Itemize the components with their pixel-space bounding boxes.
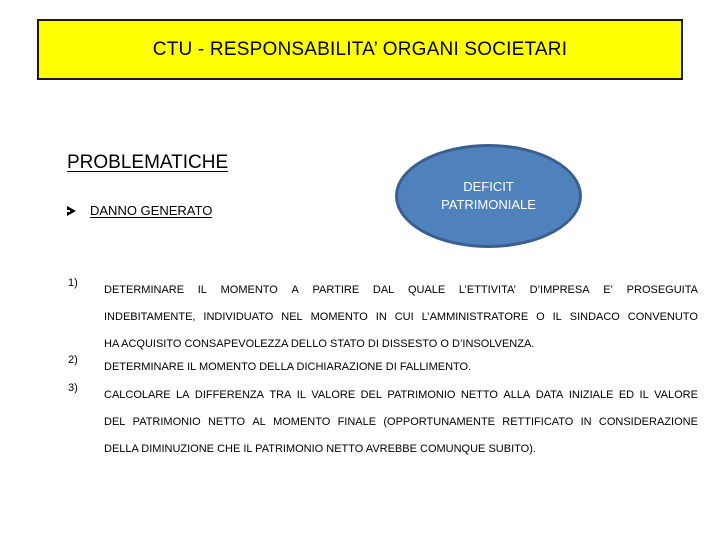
bullet-label: DANNO GENERATO xyxy=(90,203,213,218)
word: AL xyxy=(252,416,266,428)
word: CUI xyxy=(394,311,414,323)
list-line: DETERMINARE IL MOMENTO DELLA DICHIARAZIONE DI FALLIMENTO. xyxy=(104,361,472,373)
word: E’ xyxy=(603,284,613,296)
word: MOMENTO xyxy=(310,311,368,323)
word: INDIVIDUATO xyxy=(203,311,274,323)
word: IN xyxy=(375,311,387,323)
word: ALLA xyxy=(503,389,531,401)
word: RETTIFICATO xyxy=(502,416,574,428)
word: DEL xyxy=(104,416,126,428)
word: CONVENUTO xyxy=(627,311,698,323)
word: SINDACO xyxy=(569,311,620,323)
list-number: 3) xyxy=(68,382,78,394)
ellipse-text xyxy=(424,178,554,214)
word: DATA xyxy=(535,389,564,401)
list-line xyxy=(104,277,698,304)
word: L’ETTIVITA’ xyxy=(458,284,516,296)
word: DETERMINARE xyxy=(104,284,185,296)
word: DEL xyxy=(360,389,383,401)
word: CONSIDERAZIONE xyxy=(598,416,698,428)
list-line: HA ACQUISITO CONSAPEVOLEZZA DELLO STATO DI DISSESTO O D’INSOLVENZA. xyxy=(104,338,535,350)
word: LA xyxy=(176,389,190,401)
word: IN xyxy=(580,416,592,428)
word: PROSEGUITA xyxy=(626,284,698,296)
word: NETTO xyxy=(460,389,498,401)
word: INDEBITAMENTE, xyxy=(104,311,196,323)
word: INIZIALE xyxy=(568,389,614,401)
word: IL xyxy=(639,389,649,401)
word: MOMENTO xyxy=(273,416,331,428)
deficit-ellipse xyxy=(395,144,582,248)
word: VALORE xyxy=(654,389,698,401)
word: IL xyxy=(197,284,207,296)
word: DAL xyxy=(372,284,395,296)
ellipse-line-2: PATRIMONIALE xyxy=(441,197,536,212)
word: A xyxy=(291,284,299,296)
word: L’AMMINISTRATORE xyxy=(421,311,529,323)
arrow-bullet-icon xyxy=(67,206,76,216)
slide-title: CTU - RESPONSABILITA’ ORGANI SOCIETARI xyxy=(152,38,568,60)
word: D’IMPRESA xyxy=(529,284,590,296)
list-number: 2) xyxy=(68,354,78,366)
word: PARTIRE xyxy=(312,284,360,296)
list-item-3 xyxy=(68,382,698,463)
word: VALORE xyxy=(311,389,356,401)
ellipse-line-1: DEFICIT xyxy=(463,179,514,194)
word: NEL xyxy=(281,311,303,323)
list-item-1 xyxy=(68,277,698,358)
list-text xyxy=(104,382,698,463)
list-text xyxy=(104,277,698,358)
list-line: DELLA DIMINUZIONE CHE IL PATRIMONIO NETTO AVREBBE COMUNQUE SUBITO). xyxy=(104,443,536,455)
word: TRA xyxy=(269,389,292,401)
word: MOMENTO xyxy=(220,284,278,296)
word: CALCOLARE xyxy=(104,389,171,401)
word: (OPPORTUNAMENTE xyxy=(383,416,495,428)
word: IL xyxy=(552,311,562,323)
title-box xyxy=(37,19,683,80)
list-line xyxy=(104,409,698,436)
word: ED xyxy=(618,389,635,401)
list-item-2 xyxy=(68,354,698,381)
section-heading: PROBLEMATICHE xyxy=(67,152,229,173)
word: O xyxy=(536,311,545,323)
word: DIFFERENZA xyxy=(194,389,264,401)
list-number: 1) xyxy=(68,277,78,289)
word: PATRIMONIO xyxy=(132,416,201,428)
word: NETTO xyxy=(207,416,246,428)
word: PATRIMONIO xyxy=(387,389,456,401)
word: FINALE xyxy=(337,416,377,428)
word: QUALE xyxy=(407,284,446,296)
list-line xyxy=(104,304,698,331)
bullet-danno xyxy=(67,203,212,218)
list-line xyxy=(104,382,698,409)
word: IL xyxy=(296,389,306,401)
list-text xyxy=(104,354,698,381)
